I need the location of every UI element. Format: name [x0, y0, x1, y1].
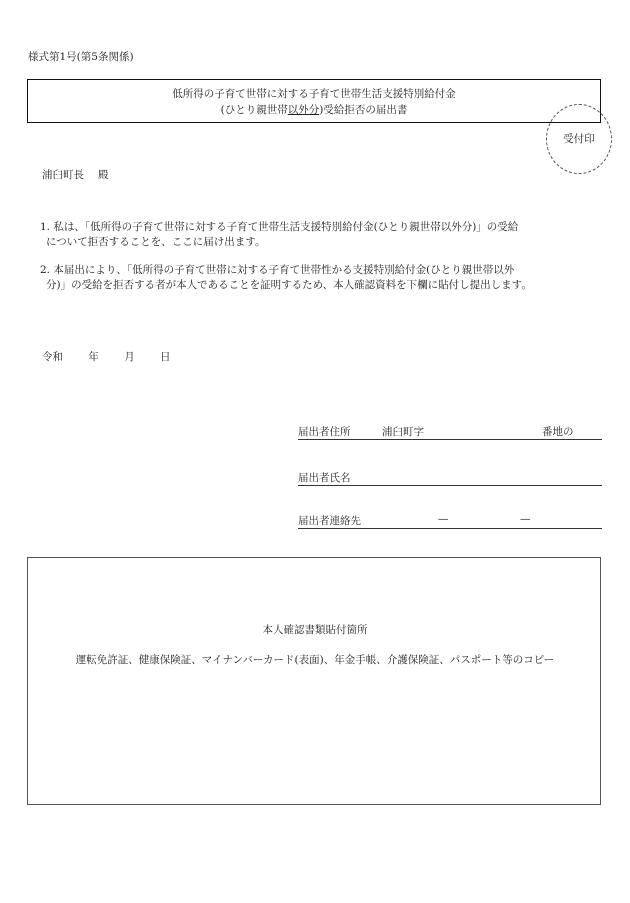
document-title-box — [27, 79, 601, 123]
paragraph-1-line-1: 1. 私は、「低所得の子育て世帯に対する子育て世帯生活支援特別給付金(ひとり親世帯以外分)」の受給 — [40, 221, 519, 233]
title-line-2 — [28, 102, 600, 118]
name-field[interactable] — [298, 469, 602, 486]
addressee — [42, 167, 109, 182]
date-era: 令和 — [42, 351, 63, 363]
stamp-label: 受付印 — [563, 132, 595, 145]
paragraph-1 — [40, 220, 588, 250]
id-document-attachment-box — [27, 557, 601, 805]
name-label: 届出者氏名 — [298, 472, 351, 484]
id-section-description: 運転免許証、健康保険証、マイナンバーカード(表面)、年金手帳、介護保険証、パスポート等のコピー — [75, 654, 555, 666]
form-number: 様式第1号(第5条関係) — [28, 51, 134, 63]
paragraph-1-line-2: について拒否することを、ここに届け出ます。 — [46, 236, 266, 248]
reception-stamp-circle — [546, 104, 612, 174]
title-underlined-text: 以外分 — [287, 104, 320, 116]
addressee-honorific: 殿 — [98, 169, 109, 181]
paragraph-2-line-2: 分)」の受給を拒否する者が本人であることを証明するため、本人確認資料を下欄に貼付し提出します。 — [46, 279, 532, 291]
id-section-title: 本人確認書類貼付箇所 — [262, 624, 368, 636]
date-month: 月 — [124, 351, 135, 363]
address-prefix: 浦臼町字 — [382, 426, 424, 438]
date-line — [42, 349, 193, 364]
date-day: 日 — [160, 351, 171, 363]
contact-label: 届出者連絡先 — [298, 515, 361, 527]
title-line-1: 低所得の子育て世帯に対する子育て世帯生活支援特別給付金 — [172, 88, 456, 100]
contact-field[interactable] — [298, 512, 602, 529]
paragraph-2 — [40, 263, 588, 293]
address-label: 届出者住所 — [298, 426, 351, 438]
title-line-2-pre: (ひとり親世帯 — [220, 104, 288, 116]
contact-dash-2: — — [520, 513, 531, 525]
addressee-town: 浦臼町長 — [42, 169, 84, 181]
address-field[interactable] — [298, 423, 602, 440]
contact-dash-1: — — [438, 513, 449, 525]
address-suffix: 番地の — [542, 426, 574, 438]
title-line-2-post: )受給拒否の届出書 — [319, 104, 408, 116]
paragraph-2-line-1: 2. 本届出により、「低所得の子育て世帯に対する子育て世帯性かる支援特別給付金(ひとり親世帯以外 — [40, 264, 515, 276]
date-year: 年 — [88, 351, 99, 363]
